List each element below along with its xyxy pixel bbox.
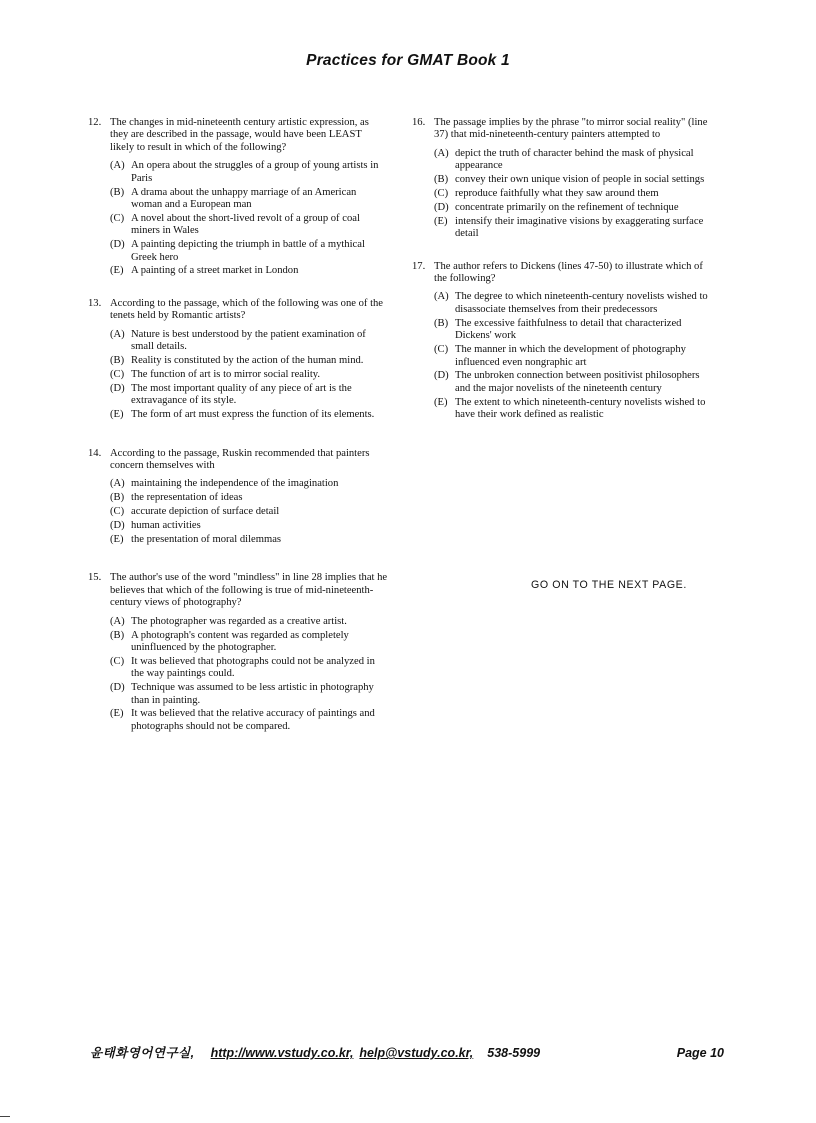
choice-text: accurate depiction of surface detail: [131, 506, 280, 518]
choice-text: A photograph's content was regarded as completely uninfluenced by the photographer.: [131, 629, 349, 653]
question-number: 13.: [88, 297, 102, 309]
answer-choices: [434, 148, 712, 241]
page-number: Page 10: [676, 1046, 724, 1060]
choice-letter: (D): [434, 370, 449, 382]
choice-letter: (A): [110, 160, 125, 172]
choice-text: convey their own unique vision of people in social settings: [455, 174, 705, 186]
choice-text: human activities: [131, 520, 201, 532]
choice-letter: (C): [110, 506, 125, 518]
answer-choice[interactable]: [110, 506, 388, 518]
answer-choice[interactable]: [110, 682, 388, 707]
question-stem: According to the passage, which of the following was one of the tenets held by Romantic artists?: [110, 297, 384, 322]
choice-text: The function of art is to mirror social reality.: [131, 368, 321, 380]
footer-website-link[interactable]: http://www.vstudy.co.kr,: [210, 1046, 354, 1060]
choice-letter: (D): [110, 520, 125, 532]
choice-letter: (D): [110, 382, 125, 394]
choice-letter: (B): [110, 355, 125, 366]
choice-letter: (E): [434, 396, 448, 408]
choice-letter: (B): [110, 629, 125, 641]
answer-choices: [110, 160, 388, 278]
answer-choice[interactable]: [110, 534, 388, 546]
answer-choice[interactable]: [434, 202, 712, 214]
question-number: 14.: [88, 447, 102, 459]
go-on-notice: GO ON TO THE NEXT PAGE.: [531, 579, 687, 591]
question-16: [412, 117, 712, 241]
choice-text: A drama about the unhappy marriage of an American woman and a European man: [131, 186, 357, 210]
choice-text: It was believed that the relative accuracy of paintings and photographs should not be compared.: [131, 708, 375, 732]
choice-letter: (A): [434, 291, 449, 303]
choice-text: An opera about the struggles of a group of young artists in Paris: [131, 160, 379, 184]
answer-choice[interactable]: [110, 708, 388, 733]
answer-choice[interactable]: [110, 160, 388, 185]
footer-org-name: 윤태화영어연구실,: [90, 1046, 195, 1060]
choice-text: the representation of ideas: [131, 492, 243, 504]
choice-letter: (A): [110, 328, 125, 340]
choice-text: The form of art must express the function of its elements.: [131, 409, 375, 421]
answer-choice[interactable]: [110, 656, 388, 681]
answer-choice[interactable]: [434, 318, 712, 343]
question-stem: The changes in mid-nineteenth century artistic expression, as they are described in the passage, would have been LEAST likely to result in which of the following?: [110, 117, 369, 153]
answer-choice[interactable]: [110, 409, 388, 421]
choice-text: A novel about the short-lived revolt of a group of coal miners in Wales: [131, 212, 360, 237]
question-number: 15.: [88, 572, 102, 584]
choice-letter: (E): [110, 409, 124, 421]
left-column: [88, 117, 388, 750]
choice-letter: (C): [110, 655, 125, 667]
choice-letter: (E): [110, 533, 124, 545]
choice-letter: (E): [434, 215, 448, 227]
choice-letter: (A): [110, 478, 125, 490]
answer-choice[interactable]: [110, 369, 388, 381]
answer-choice[interactable]: [434, 174, 712, 186]
choice-letter: (B): [434, 174, 449, 186]
answer-choice[interactable]: [434, 344, 712, 369]
answer-choice[interactable]: [110, 492, 388, 504]
choice-letter: (A): [434, 147, 449, 159]
choice-letter: (B): [434, 317, 449, 329]
question-12: [88, 117, 388, 278]
choice-text: The most important quality of any piece of art is the extravagance of its style.: [131, 382, 352, 407]
choice-letter: (C): [110, 368, 125, 380]
answer-choice[interactable]: [434, 291, 712, 316]
choice-letter: (C): [434, 344, 449, 356]
choice-text: reproduce faithfully what they saw around them: [455, 188, 659, 200]
question-number: 17.: [412, 260, 426, 272]
answer-choice[interactable]: [434, 370, 712, 395]
question-stem: The author refers to Dickens (lines 47-50) to illustrate which of the following?: [434, 260, 703, 285]
right-column: [412, 117, 712, 439]
choice-text: depict the truth of character behind the mask of physical appearance: [455, 147, 694, 172]
choice-letter: (B): [110, 186, 125, 198]
answer-choices: [110, 616, 388, 734]
answer-choices: [110, 478, 388, 546]
choice-letter: (E): [110, 708, 124, 720]
choice-text: Reality is constituted by the action of the human mind.: [131, 355, 364, 366]
choice-text: The unbroken connection between positivist philosophers and the major novelists of the nineteenth century: [455, 370, 700, 394]
choice-text: concentrate primarily on the refinement of technique: [455, 201, 679, 213]
choice-text: The extent to which nineteenth-century novelists wished to have their work defined as realistic: [455, 396, 706, 421]
answer-choice[interactable]: [110, 355, 388, 367]
answer-choice[interactable]: [110, 239, 388, 264]
answer-choice[interactable]: [434, 148, 712, 173]
question-stem: The author's use of the word "mindless" in line 28 implies that he believes that which of the following is true of mid-nineteenth-century views of photography?: [110, 572, 388, 609]
choice-letter: (C): [110, 212, 125, 224]
answer-choice[interactable]: [434, 216, 712, 241]
choice-text: intensify their imaginative visions by exaggerating surface detail: [455, 215, 704, 240]
footer-email-link[interactable]: help@vstudy.co.kr,: [359, 1046, 474, 1060]
question-17: [412, 261, 712, 422]
choice-letter: (D): [110, 239, 125, 251]
question-13: [88, 298, 388, 422]
answer-choice[interactable]: [110, 478, 388, 490]
answer-choice[interactable]: [110, 213, 388, 238]
question-14: [88, 448, 388, 547]
page-title: Practices for GMAT Book 1: [306, 52, 510, 69]
choice-text: Technique was assumed to be less artistic in photography than in painting.: [131, 682, 374, 706]
answer-choice[interactable]: [110, 329, 388, 354]
choice-text: The manner in which the development of photography influenced even nongraphic art: [455, 344, 686, 368]
choice-letter: (B): [110, 492, 125, 504]
choice-letter: (D): [434, 201, 449, 213]
choice-text: The degree to which nineteenth-century novelists wished to disassociate themselves from their predecessors: [455, 291, 708, 315]
choice-letter: (D): [110, 682, 125, 694]
answer-choice[interactable]: [110, 265, 388, 277]
choice-text: It was believed that photographs could not be analyzed in the way paintings could.: [131, 655, 375, 680]
choice-letter: (E): [110, 265, 124, 277]
scan-edge-mark: [0, 1116, 10, 1117]
answer-choices: [110, 329, 388, 422]
choice-text: Nature is best understood by the patient examination of small details.: [131, 328, 366, 353]
choice-text: A painting of a street market in London: [131, 265, 299, 277]
page-footer: [90, 1043, 730, 1061]
question-number: 16.: [412, 117, 426, 128]
answer-choice[interactable]: [110, 383, 388, 408]
answer-choice[interactable]: [110, 616, 388, 628]
question-stem: The passage implies by the phrase "to mirror social reality" (line 37) that mid-nineteenth-century painters attempted to: [434, 117, 708, 141]
choice-letter: (C): [434, 188, 449, 200]
question-15: [88, 572, 388, 733]
choice-text: The photographer was regarded as a creative artist.: [131, 615, 347, 627]
answer-choice[interactable]: [110, 187, 388, 212]
answer-choice[interactable]: [434, 188, 712, 200]
question-number: 12.: [88, 117, 102, 128]
question-stem: According to the passage, Ruskin recommended that painters concern themselves with: [110, 447, 370, 471]
answer-choice[interactable]: [434, 397, 712, 422]
answer-choice[interactable]: [110, 630, 388, 655]
answer-choices: [434, 291, 712, 421]
choice-text: A painting depicting the triumph in battle of a mythical Greek hero: [131, 239, 365, 263]
footer-phone: 538-5999: [487, 1046, 541, 1060]
choice-text: the presentation of moral dilemmas: [131, 533, 282, 545]
choice-text: The excessive faithfulness to detail that characterized Dickens' work: [455, 317, 682, 342]
choice-letter: (A): [110, 615, 125, 627]
answer-choice[interactable]: [110, 520, 388, 532]
choice-text: maintaining the independence of the imagination: [131, 478, 339, 490]
